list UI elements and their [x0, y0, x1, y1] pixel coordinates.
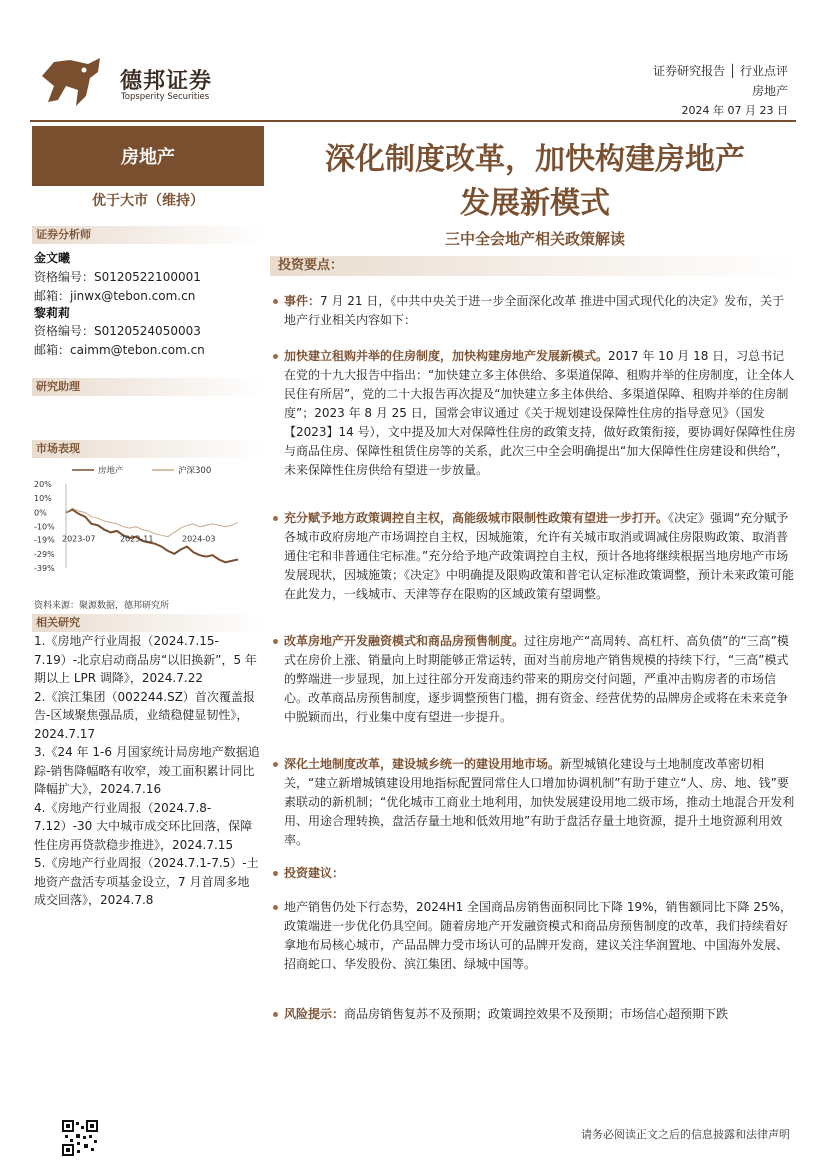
y-tick-label: 0%: [34, 508, 47, 518]
analyst-cert: 资格编号：S0120524050003: [34, 324, 201, 338]
x-tick-label: 2023-07: [62, 534, 96, 544]
qr-code-icon: [62, 1120, 98, 1156]
key-point-housing-system: 加快建立租购并举的住房制度，加快构建房地产发展新模式。2017 年 10 月 18 日，习总书记在党的十九大报告中指出：“加快建立多主体供给、多渠道保障、租购并举的住房制度，让全体人民住有所居”，党的二十大报告再次提及“加快建立多主体供给、多渠道保障、租购并举的住房制度”；2023 年 8 月 25 日，国常会审议通过《关于规划建设保障性住房的指导意见》（国发【2023】14 号），文中提及加大对保障性住房的政策支持，做好政策衔接，要协调好保障性住房与商品住房、保障性租赁住房等的关系，此次三中全会明确提出“加大保障性住房建设和供给”，未来保障性住房供给有望进一步放量。: [284, 347, 796, 480]
market-header: 市场表现: [32, 440, 264, 458]
related-item[interactable]: 2.《滨江集团（002244.SZ）首次覆盖报告-区域聚焦强品质，业绩稳健显韧性》，2024.7.17: [34, 689, 255, 741]
y-tick-label: 20%: [34, 480, 52, 489]
rating: 优于大市（维持）: [92, 193, 204, 209]
key-point-financing-reform: 改革房地产开发融资模式和商品房预售制度。过往房地产“高周转、高杠杆、高负债”的“三高”模式在房价上涨、销量向上时期能够正常运转，面对当前房地产销售规模的持续下行，“三高”模式的弊端进一步显现，加上过往部分开发商违约带来的期房交付问题，严重冲击购房者的市场信心。改革商品房预售制度，逐步调整预售门槛，拥有资金、经营优势的品牌房企或将在未来竞争中脱颖而出，行业集中度有望进一步提升。: [284, 632, 796, 727]
related-item[interactable]: 1.《房地产行业周报（2024.7.15-7.19）-北京启动商品房“以旧换新”，5 年期以上 LPR 调降》，2024.7.22: [34, 634, 257, 685]
bullet-icon: [273, 299, 278, 304]
analyst-name: 黎莉莉: [34, 306, 71, 320]
related-list: [34, 632, 260, 910]
assistant-header: 研究助理: [32, 378, 264, 396]
investment-advice: 地产销售仍处下行态势，2024H1 全国商品房销售面积同比下降 19%，销售额同比下降 25%，政策端进一步优化仍具空间。随着房地产开发融资模式和商品房预售制度的改革，我们持续看好拿地布局核心城市，产品品牌力受市场认可的品牌开发商，建议关注华润置地、中国海外发展、招商蛇口、华发股份、滨江集团、绿城中国等。: [284, 898, 796, 974]
footer-disclaimer: 请务必阅读正文之后的信息披露和法律声明: [581, 1128, 790, 1141]
analyst-name: 金文曦: [34, 251, 71, 265]
key-point-event: 事件：7 月 21 日，《中共中央关于进一步全面深化改革 推进中国式现代化的决定》发布，关于地产行业相关内容如下：: [284, 292, 796, 330]
sector-label: 房地产: [32, 126, 264, 186]
bullet-icon: [273, 762, 278, 767]
series-line: [66, 508, 238, 537]
analyst-email[interactable]: 邮箱：caimm@tebon.com.cn: [34, 343, 205, 357]
brand-english-name: Topsperity Securities: [121, 92, 210, 102]
key-points-header: 投资要点：: [270, 256, 798, 276]
bullet-icon: [273, 871, 278, 876]
market-performance-chart: [32, 462, 268, 592]
y-tick-label: -39%: [34, 564, 55, 573]
key-point-land-reform: 深化土地制度改革，建设城乡统一的建设用地市场。新型城镇化建设与土地制度改革密切相关，“建立新增城镇建设用地指标配置同常住人口增加协调机制”有助于建立“人、房、地、钱”要素联动的新机制；“优化城市工商业土地利用，加快发展建设用地二级市场，推动土地混合开发利用、用途合理转换，盘活存量土地和低效用地”有助于盘活存量土地资源，提升土地资源利用效率。: [284, 755, 796, 850]
bullet-icon: [273, 639, 278, 644]
report-type: 证券研究报告 │ 行业点评: [653, 64, 788, 78]
brand-name: 德邦证券: [120, 69, 213, 94]
chart-source: 资料来源：聚源数据，德邦研究所: [34, 601, 170, 611]
header-rule: [30, 120, 796, 122]
bullet-icon: [273, 354, 278, 359]
report-date: 2024 年 07 月 23 日: [681, 104, 788, 117]
y-tick-label: -10%: [34, 522, 55, 532]
y-tick-label: 10%: [34, 494, 52, 504]
analyst-cert: 资格编号：S0120522100001: [34, 270, 201, 284]
x-tick-label: 2023-11: [120, 534, 154, 544]
analyst-header: 证券分析师: [32, 226, 264, 244]
bullet-icon: [273, 1012, 278, 1017]
related-item[interactable]: 4.《房地产行业周报（2024.7.8-7.12）-30 大中城市成交环比回落，保障性住房再贷款稳步推进》，2024.7.15: [34, 800, 253, 852]
analyst-email[interactable]: 邮箱：jinwx@tebon.com.cn: [34, 289, 196, 303]
related-item[interactable]: 3.《24 年 1-6 月国家统计局房地产数据追踪-销售降幅略有收窄，竣工面积累计同比降幅扩大》，2024.7.16: [34, 745, 260, 796]
bullet-icon: [273, 905, 278, 910]
related-header: 相关研究: [32, 614, 264, 632]
report-subtitle: 三中全会地产相关政策解读: [444, 230, 625, 248]
report-title-line2: 发展新模式: [460, 186, 610, 221]
report-title-line1: 深化制度改革，加快构建房地产: [325, 142, 745, 177]
legend-label: 房地产: [98, 466, 124, 476]
investment-advice-header: 投资建议：: [284, 864, 796, 883]
risk-warning: 风险提示：商品房销售复苏不及预期；政策调控效果不及预期；市场信心超预期下跌: [284, 1005, 796, 1024]
y-tick-label: -19%: [34, 535, 55, 545]
legend-label: 沪深300: [178, 466, 212, 476]
bullet-icon: [273, 516, 278, 521]
x-tick-label: 2024-03: [182, 534, 216, 544]
header-sector: 房地产: [751, 84, 788, 98]
tebon-logo-icon: [40, 56, 102, 108]
related-item[interactable]: 5.《房地产行业周报（2024.7.1-7.5）-土地资产盘活专项基金设立，7 月首周多地成交回落》，2024.7.8: [34, 856, 259, 907]
y-tick-label: -29%: [34, 549, 55, 559]
key-point-local-policy: 充分赋予地方政策调控自主权，高能级城市限制性政策有望进一步打开。《决定》强调“充分赋予各城市政府房地产市场调控自主权，因城施策，允许有关城市取消或调减住房限购政策、取消普通住宅和非普通住宅标准。”充分给予地产政策调控自主权，预计各地将继续根据当地房地产市场发展现状，因城施策；《决定》中明确提及限购政策和普宅认定标准政策调整，预计未来政策可能在此发力，一线城市、天津等存在限购的区域政策有望调整。: [284, 509, 796, 604]
